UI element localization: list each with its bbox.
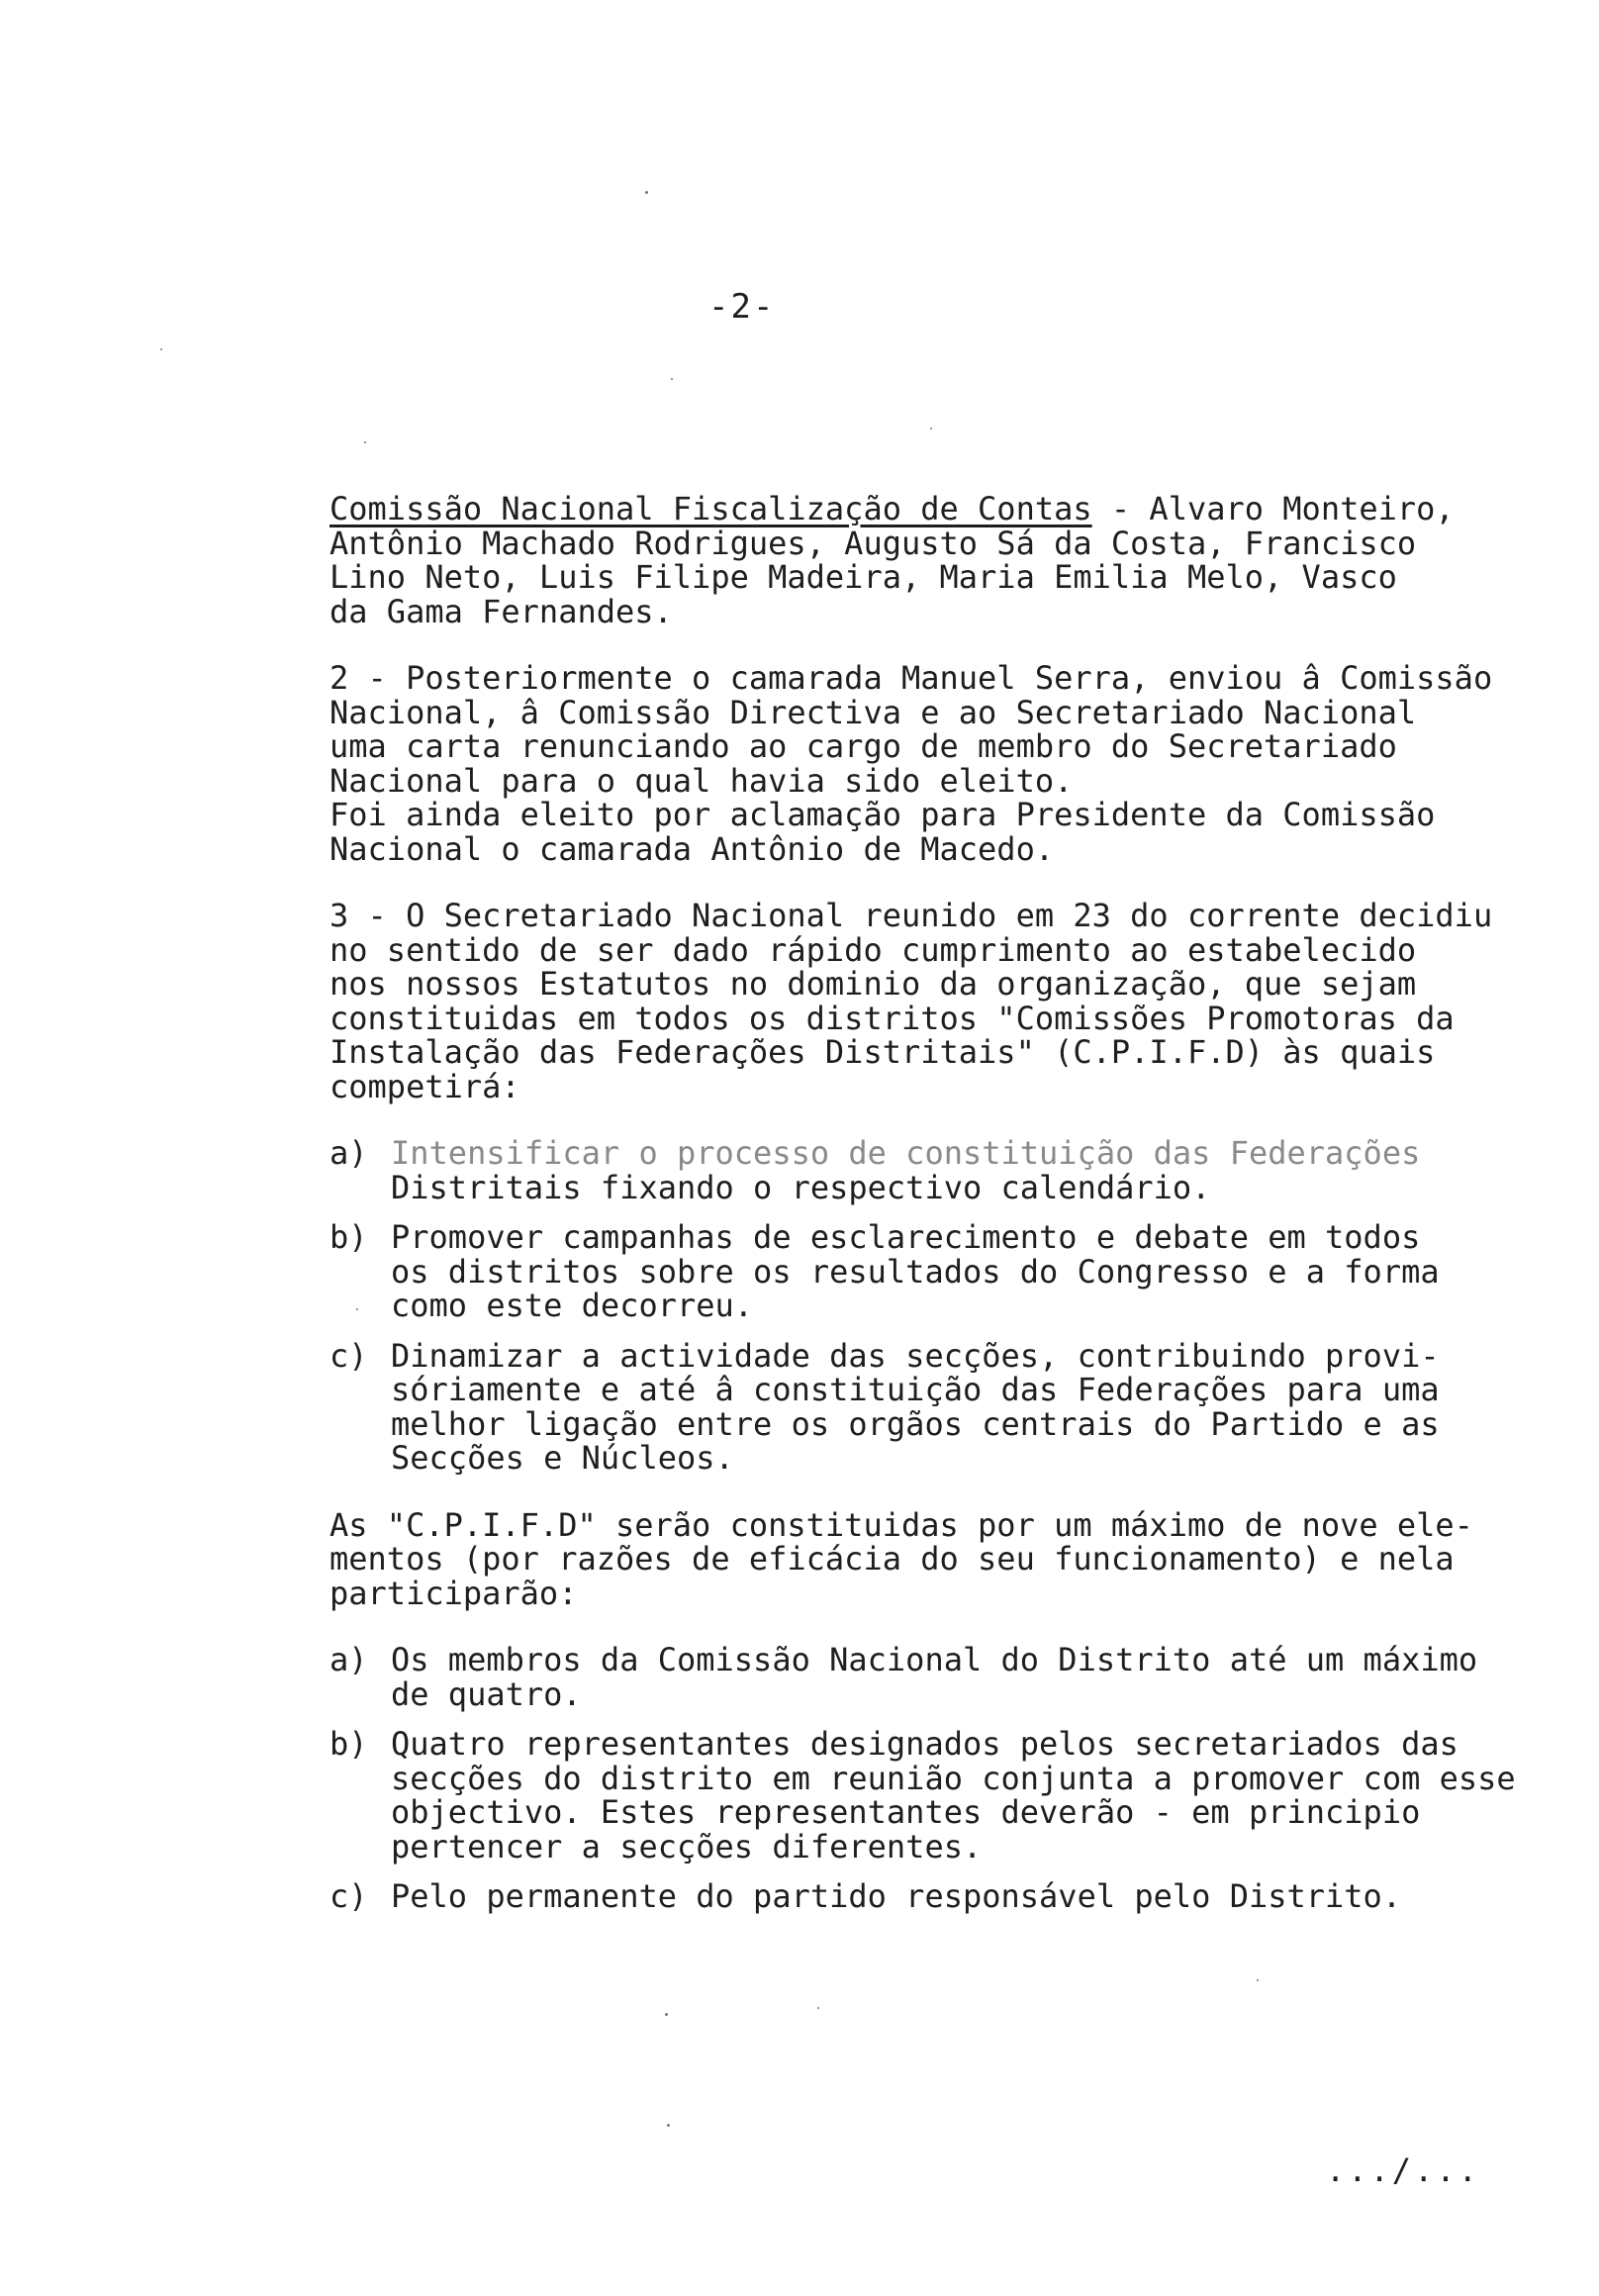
scan-speck bbox=[667, 2124, 670, 2127]
list-marker: b) bbox=[329, 1218, 368, 1256]
list-item-line: Pelo permanente do partido responsável pelo Distrito. bbox=[391, 1877, 1402, 1915]
section-2-line: uma carta renunciando ao cargo de membro do Secretariado bbox=[329, 727, 1397, 765]
section-3-line: no sentido de ser dado rápido cumprimento ao estabelecido bbox=[329, 930, 1417, 969]
section-2-line: Foi ainda eleito por aclamação para Presidente da Comissão bbox=[329, 796, 1436, 833]
section-3-line: constituidas em todos os distritos "Comissões Promotoras da bbox=[329, 999, 1455, 1037]
commission-heading: Comissão Nacional Fiscalização de Contas bbox=[329, 490, 1092, 527]
list-item-line: pertencer a secções diferentes. bbox=[391, 1827, 983, 1866]
commission-paragraph bbox=[329, 492, 1586, 628]
list-item-line: secções do distrito em reunião conjunta a promover com esse bbox=[391, 1759, 1516, 1797]
list-item bbox=[329, 1136, 1586, 1204]
list-item-line: Dinamizar a actividade das secções, contribuindo provi- bbox=[391, 1336, 1440, 1375]
list-item-line: Distritais fixando o respectivo calendário. bbox=[391, 1168, 1211, 1206]
scan-speck bbox=[356, 1308, 358, 1310]
commission-line: Antônio Machado Rodrigues, Augusto Sá da Costa, Francisco bbox=[329, 524, 1417, 562]
list-item-line: objectivo. Estes representantes deverão - em principio bbox=[391, 1793, 1421, 1831]
list-marker: a) bbox=[329, 1134, 368, 1172]
list-item-line: Quatro representantes designados pelos secretariados das bbox=[391, 1725, 1458, 1763]
list-item bbox=[329, 1727, 1586, 1864]
list-item-line: os distritos sobre os resultados do Congresso e a forma bbox=[391, 1252, 1440, 1291]
page-number: -2- bbox=[708, 287, 776, 327]
cpifd-line: As "C.P.I.F.D" serão constituidas por um máximo de nove ele- bbox=[329, 1505, 1473, 1544]
list-item-line: Intensificar o processo de constituição das Federações bbox=[391, 1134, 1421, 1172]
participants-list bbox=[329, 1643, 1586, 1914]
section-3-line: 3 - O Secretariado Nacional reunido em 23 do corrente decidiu bbox=[329, 897, 1493, 934]
scan-speck bbox=[671, 378, 673, 380]
commission-first-line-rest: - Alvaro Monteiro, bbox=[1091, 490, 1455, 527]
list-item-line: sóriamente e até â constituição das Federações para uma bbox=[391, 1371, 1440, 1408]
document-body bbox=[329, 492, 1586, 1947]
cpifd-line: mentos (por razões de eficácia do seu funcionamento) e nela bbox=[329, 1540, 1455, 1578]
section-2-line: Nacional, â Comissão Directiva e ao Secretariado Nacional bbox=[329, 693, 1417, 731]
section-3-paragraph bbox=[329, 899, 1586, 1103]
scan-speck bbox=[645, 191, 648, 194]
list-item bbox=[329, 1336, 1586, 1477]
list-item-line: de quatro. bbox=[391, 1674, 582, 1713]
list-item bbox=[329, 1220, 1586, 1323]
scan-speck bbox=[160, 348, 162, 350]
commission-line: Lino Neto, Luis Filipe Madeira, Maria Emilia Melo, Vasco bbox=[329, 558, 1397, 596]
competencies-list bbox=[329, 1136, 1586, 1476]
commission-line: da Gama Fernandes. bbox=[329, 592, 673, 630]
section-2-line: 2 - Posteriormente o camarada Manuel Serra, enviou â Comissão bbox=[329, 659, 1493, 697]
scan-speck bbox=[817, 2007, 819, 2009]
list-item-line: melhor ligação entre os orgãos centrais do Partido e as bbox=[391, 1404, 1440, 1443]
list-item-line: Os membros da Comissão Nacional do Distrito até um máximo bbox=[391, 1641, 1478, 1678]
scan-speck bbox=[364, 441, 366, 443]
section-2-line: Nacional para o qual havia sido eleito. bbox=[329, 761, 1074, 800]
section-3-line: competirá: bbox=[329, 1067, 520, 1105]
list-marker: b) bbox=[329, 1725, 368, 1763]
list-item-line: Promover campanhas de esclarecimento e debate em todos bbox=[391, 1218, 1421, 1256]
list-item-line: como este decorreu. bbox=[391, 1287, 754, 1324]
list-marker: c) bbox=[329, 1877, 368, 1915]
cpifd-paragraph bbox=[329, 1505, 1586, 1612]
list-item bbox=[329, 1643, 1586, 1711]
section-2-line: Nacional o camarada Antônio de Macedo. bbox=[329, 829, 1055, 868]
scan-speck bbox=[665, 2013, 668, 2016]
scan-speck bbox=[930, 428, 932, 430]
cpifd-line: participarão: bbox=[329, 1574, 578, 1612]
section-3-line: nos nossos Estatutos no dominio da organização, que sejam bbox=[329, 965, 1417, 1003]
list-item-line: Secções e Núcleos. bbox=[391, 1439, 734, 1477]
list-marker: a) bbox=[329, 1641, 368, 1678]
section-3-line: Instalação das Federações Distritais" (C.P.I.F.D) às quais bbox=[329, 1033, 1436, 1071]
scan-speck bbox=[1257, 1979, 1259, 1981]
list-item bbox=[329, 1879, 1586, 1914]
list-marker: c) bbox=[329, 1336, 368, 1375]
section-2-paragraph bbox=[329, 661, 1586, 866]
continuation-marker: .../... bbox=[1326, 2152, 1480, 2189]
